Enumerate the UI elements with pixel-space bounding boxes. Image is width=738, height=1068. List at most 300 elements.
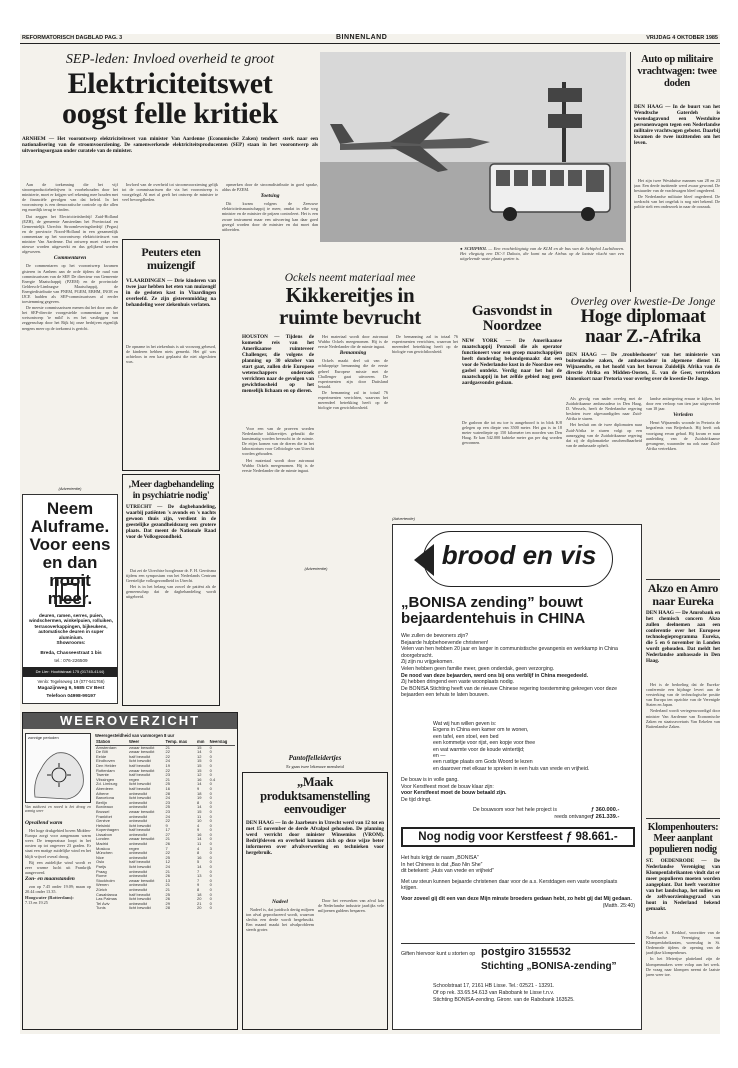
table-cell: 26: [165, 873, 170, 879]
table-cell: 21: [165, 744, 170, 750]
table-cell: 21: [197, 900, 202, 906]
weather-table-header-cell: Station: [95, 740, 128, 745]
table-cell: 0: [209, 900, 212, 906]
table-cell: 12: [197, 753, 202, 759]
bonisa-p9: De bouw is in volle gang.: [401, 777, 459, 783]
weather-text-2: Bij een zuidelijke wind wordt er zeer warme lucht uit Frankrijk aangevoerd.: [25, 859, 91, 875]
table-cell: Brussel: [96, 808, 110, 814]
table-cell: 12: [197, 772, 202, 778]
table-cell: 0: [209, 744, 212, 750]
table-cell: Wenen: [96, 882, 109, 888]
table-row: [95, 906, 235, 911]
photo-caption: [460, 246, 624, 296]
table-cell: 13: [197, 873, 202, 879]
table-cell: 15: [197, 762, 202, 768]
table-cell: 12: [165, 859, 170, 865]
kikker-sub-bemanning: Bemanning: [339, 350, 367, 357]
akzo-headline: Akzo en Amro naar Eureka: [647, 581, 719, 608]
diplomaat-headline-2: naar Z.-Afrika: [585, 326, 701, 347]
bonisa-cost-labels: [473, 807, 593, 820]
main-col3-body: opmerken door de stroomdistributie in goed sprake, aldus de PZEM.: [222, 182, 318, 193]
bonisa-p17: Voor zoveel gij dit een van deze Mijn minste broeders gedaan hebt, zo hebt gij dat Mij gedaan.: [401, 895, 632, 902]
table-cell: 15: [197, 808, 202, 814]
table-cell: Zürich: [96, 887, 108, 892]
psychiatrie-headline: ‚Meer dagbehandeling in psychiatrie nodig': [128, 480, 214, 501]
kikker-body-2: Het materiaal wordt door astronaut Wubbo Ockels meegenomen. Hij is de eerste Nederlander die de ruimte ingaat.: [242, 457, 314, 473]
kikker-lead: HOUSTON — Tijdens de komende reis van het Amerikaanse ruimteveer Challenger, die volgens de planning op 30 oktober van start gaat, zullen drie Europese wetenschappers onderzoek verrichten naar de gevolgen van gewichtloosheid op het menselijk lichaam en op dieren.: [242, 334, 314, 394]
table-cell: onbewolkt: [129, 804, 148, 810]
akzo-body-1: Het is de bedoeling dat de Eureka-conferentie een bijdrage levert aan de versterking van de technologische positie van Europa ten opzichte van de Verenigde Staten en Japan.: [646, 682, 720, 708]
table-cell: half bewolkt: [129, 859, 151, 865]
main-body-5: Invloed van de overheid tot stroomvoorziening gelijk tot de commissarissen die via het voorontwerp is voorgelegd. Al met al geeft het ontwerp de minister te veel bevoegdheden.: [122, 182, 218, 203]
table-cell: licht bewolkt: [129, 905, 151, 911]
table-cell: 0: [209, 813, 212, 819]
table-cell: zwaar bewolkt: [129, 808, 155, 814]
table-cell: licht bewolkt: [129, 795, 151, 801]
table-cell: onbewolkt: [129, 818, 148, 824]
bonisa-address-block: [433, 983, 633, 1004]
psychiatrie-body-2: Het is in het belang van zowel de patiënt als de gemeenschap dat de dagbehandeling wordt uitgebreid.: [126, 584, 216, 600]
header-section: BINNENLAND: [336, 34, 388, 41]
klompen-body: [646, 930, 720, 1030]
table-cell: 14: [197, 804, 202, 810]
bonisa-p16: Met uw steun kunnen bejaarde christenen daar voor de a.s. Kerstdagen een vaste woonplaats krijgen.: [401, 878, 618, 892]
diplomaat-col-1: [566, 396, 642, 486]
weather-table-body: [95, 745, 235, 911]
table-cell: 0: [209, 868, 212, 874]
produkt-body-2: Door het verwerken van afval kan de Nederlandse industrie jaarlijks vele miljoenen guldens besparen.: [318, 898, 384, 914]
table-cell: 28: [165, 790, 170, 796]
bonisa-p2: Bejaarde hulpbehoevende christenen!: [401, 639, 489, 646]
psychiatrie-body-1: Dat zei de Utrechtse hoogleraar dr. F. H. Gerritsma tijdens een symposium van het Nederlands Centrum Geestelijke volksgezondheid in Utrecht.: [126, 568, 216, 584]
table-cell: 22: [165, 850, 170, 856]
table-cell: 20: [197, 905, 202, 911]
alu-address-2: De Lier: Hoofdstraat 175 (01745-4144): [23, 667, 117, 677]
bonisa-address: Schoolstraat 17, 2161 HB Lisse. Tel.: 02521 - 13291.: [433, 983, 555, 989]
weather-title: WEEROVERZICHT: [23, 713, 237, 729]
table-cell: 0: [209, 767, 212, 773]
table-cell: 27: [165, 831, 170, 837]
table-cell: Amsterdam: [96, 744, 117, 750]
table-cell: 24: [165, 795, 170, 801]
bonisa-poem-5: en wat warmte voor de koude wintertijd;: [433, 746, 525, 753]
alu-address-1: Breda, Chasseestraat 1 bis: [40, 651, 102, 656]
kikker-body-4: De bemanning zal in totaal 76 experimenten verrichten, waarvan het merendeel betrekking heeft op de biologie van gewichtloosheid.: [318, 389, 388, 411]
bonisa-p7: Zij hebben dringend een vaste woonplaats nodig.: [401, 679, 515, 686]
main-body-3: De commentaren op het voorontwerp kwamen gisteren in Arnhem aan de orde tijdens de raad van commissarissen van de SEP. De directeur van Gemeente Energie Maatschappij (PZEM) en de provinciale Geldersch-Limburgse Maatschappij, de Energiedistributie van PNEM, PGEM, EBHM, INOE en IJCE hadden als SEP-commissarissen al eerder toestemming gegeven.: [22, 263, 118, 305]
table-cell: 16: [197, 831, 202, 837]
weather-section: [22, 712, 238, 1030]
schiphol-photo: [320, 52, 626, 242]
bonisa-giro: postgiro 3155532: [481, 946, 571, 958]
weather-map-caption: Van zuidwest en noord is het droog en zonnig weer: [25, 805, 91, 814]
main-col-1: [22, 182, 118, 484]
main-col-2: [122, 182, 218, 236]
table-cell: 15: [197, 758, 202, 764]
table-cell: 0: [209, 781, 212, 787]
table-cell: 3: [209, 845, 212, 851]
table-cell: onbewolkt: [129, 850, 148, 856]
ad2-tag: (Advertentie): [304, 566, 328, 571]
table-cell: 0: [209, 905, 212, 911]
table-cell: 14: [197, 781, 202, 787]
table-cell: half bewolkt: [129, 785, 151, 791]
bonisa-p6: De nood van deze bejaarden, werd ons bij ons verblijf in China meegedeeld.: [401, 672, 589, 679]
table-cell: licht bewolkt: [129, 758, 151, 764]
table-cell: 0: [209, 831, 212, 837]
vracht-body: [634, 178, 720, 284]
bonisa-poem: [433, 721, 633, 772]
table-cell: 0: [209, 785, 212, 791]
bonisa-poem-4: een kommetje voor rijst, een kopje voor thee: [433, 740, 536, 747]
alu-address-3: Venlo: Tegelseweg 19 (077-541766): [37, 679, 105, 684]
bonisa-p12: De tijd dringt.: [401, 796, 432, 803]
table-cell: 0.4: [209, 776, 216, 782]
bonisa-cost-label-1: De bouwsom voor het hele project is: [473, 807, 557, 813]
table-cell: 16: [197, 854, 202, 860]
hoogwater-label: Hoogwater (Rotterdam):: [25, 895, 74, 901]
table-cell: 14: [197, 749, 202, 755]
main-lead: ARNHEM — Het voorontwerp elektriciteitswet van minister Van Aardenne (Economische Zaken) tendeert sterk naar een nationalisering van de stroomvoorziening. De samenwerkende elektriciteitsproducenten (SEP) staan in het voorontwerp als uitvoeringsorgaan onder curatele van de minister.: [22, 136, 318, 154]
alu-headline: Neem Aluframe. Voor eens en dan nooit meer.: [29, 499, 111, 608]
main-body-1: Aan de toekenning die het vijf stroomproductiebedrijven is voorbehouden door het ministerie, moet er krijgen wel rekening mee houden met de financiële gevolgen van dat beleid. In het voorontwerp is een democratische controle op die allen erg moeilijk terug te vinden.: [22, 182, 118, 213]
bonisa-p8: De BONISA Stichting heeft van de nieuwe Chinese regering toestemming gekregen voor deze bejaarden een tehuis te laten bouwen.: [401, 685, 617, 699]
table-cell: 0: [209, 818, 212, 824]
akzo-body-2: Nederland wordt vertegenwoordigd door minister Van Aardenne van Economische Zaken en staatssecretaris Van Eekelen van Buitenlandse Zaken.: [646, 708, 720, 729]
bonisa-needed: Nog nodig voor Kerstfeest ƒ 98.661.-: [401, 827, 635, 847]
table-cell: Eindhoven: [96, 758, 115, 764]
table-cell: München: [96, 850, 113, 856]
table-cell: Parijs: [96, 864, 107, 870]
table-cell: 0: [209, 859, 212, 865]
klompen-lead: ST. OEDENRODE — De Nederlandse Vereniging van Klompenfabrikanten vindt dat er meer populieren moeten worden aangeplant. Dat heeft voorzitter van het landschap, het milieu en de zelfvoorzieningsgraad van hout in Nederland bekend gemaakt.: [646, 858, 720, 912]
diplomaat-sub-verleden: Verleden: [673, 412, 693, 419]
table-cell: 20: [197, 896, 202, 902]
table-cell: licht bewolkt: [129, 864, 151, 870]
diplomaat-col3-body2: Henri Wijnaendts woonde in Pretoria de begrafenis van Beijerbach. Hij heeft ook voortgang ervan gehad. Hij kwam er naar aanleiding van de Zuidafrikaanse gevangene, waaronder nu ook naar Zuid-Afrika vertrekken.: [646, 420, 720, 451]
bonisa-bank: Of op rek. 33.65.54.613 van Rabobank te Lisse t.n.v.: [433, 990, 555, 996]
produkt-col-2: [318, 898, 384, 1026]
vracht-divider: [630, 52, 631, 292]
table-cell: Moskou: [96, 845, 111, 851]
table-cell: 0: [209, 877, 212, 883]
table-cell: licht bewolkt: [129, 822, 151, 828]
table-cell: 8: [197, 799, 200, 805]
table-cell: 23: [165, 799, 170, 805]
bonisa-p14: In het Chinees is dat „Bao Nin She”: [401, 861, 483, 868]
table-cell: 21: [165, 882, 170, 888]
table-cell: 7: [197, 877, 200, 883]
table-cell: 8: [197, 887, 200, 892]
table-cell: Frankfort: [96, 813, 113, 819]
weather-table-header-cell: Neerslag: [209, 740, 235, 745]
table-cell: zwaar bewolkt: [129, 836, 155, 842]
peuters-lead: VLAARDINGEN — Drie kinderen van twee jaar hebben het eten van muizengif in de gesloten kast in Vlaardingen overleefd. Ze zijn gisterenmiddag na behandeling weer ziekenhuis verlaten.: [126, 278, 216, 308]
table-cell: 16: [165, 785, 170, 791]
kikker-kicker: Ockels neemt materiaal mee: [284, 272, 416, 284]
photo-caption-tag: ● SCHIPHOL: [460, 246, 487, 251]
table-cell: onbewolkt: [129, 813, 148, 819]
hoogwater-value: 7.13 en 19.25: [25, 900, 48, 906]
gas-lead: NEW YORK — De Amerikaanse maatschappij Pennzoil die als operator functioneert voor een groep maatschappijen heeft donderdag bekendgemaakt dat een voor de Nederlandse kust in de Noordzee een gasbel ontdekt. Verdig naar het hol de maatschappij in het zelfde gebied nog geen aardgasvondst gedaan.: [462, 338, 562, 386]
alu-phone-1: tel.: 076-226509: [54, 658, 88, 663]
table-cell: Madrid: [96, 841, 109, 847]
table-cell: licht bewolkt: [129, 896, 151, 902]
table-cell: 21: [165, 836, 170, 842]
table-cell: 4: [197, 822, 200, 828]
bonisa-p1: Wie zullen de bewoners zijn?: [401, 633, 469, 639]
aluframe-logo-icon: [55, 577, 85, 607]
table-cell: Stockholm: [96, 877, 115, 883]
bonisa-p4: Zij zijn nu vrijgekomen.: [401, 659, 454, 666]
weather-sub-2: Zon- en maanstanden: [25, 875, 75, 882]
table-cell: 0: [209, 799, 212, 805]
table-cell: 22: [165, 767, 170, 773]
table-cell: zwaar bewolkt: [129, 744, 155, 750]
main-kicker: SEP-leden: Invloed overheid te groot: [65, 52, 275, 67]
psychiatrie-lead: UTRECHT — De dagbehandeling, waarbij patiënten 's avonds en 's nachts gewoon thuis zijn, verdient in de geestelijke gezondheidszorg een grotere plaats. Dat meent de Nationale Raad voor de Volksgezondheid.: [126, 504, 216, 540]
table-cell: onbewolkt: [129, 790, 148, 796]
header-date: VRIJDAG 4 OKTOBER 1985: [646, 35, 718, 41]
table-cell: 0: [209, 758, 212, 764]
table-cell: half bewolkt: [129, 762, 151, 768]
bonisa-poem-3: een tafel, een stoel, een bed: [433, 733, 499, 740]
table-cell: Tel Aviv: [96, 900, 110, 906]
bonisa-p10: Voor Kerstfeest moet de bouw klaar zijn:: [401, 783, 494, 790]
main-sub-toetsing: Toetsing: [260, 193, 280, 200]
bonisa-logo-text: brood en vis: [441, 540, 597, 570]
table-cell: 11: [197, 813, 202, 819]
bonisa-poem-1: Wat wij hun willen geven is:: [433, 721, 497, 727]
table-cell: 15: [197, 744, 202, 750]
table-cell: 13: [165, 877, 170, 883]
table-cell: 9: [197, 827, 200, 833]
bonisa-poem-7: een rustige plaats om Gods Woord te lezen: [433, 759, 533, 766]
table-cell: 23: [165, 772, 170, 778]
bonisa-poem-6: en —: [433, 753, 446, 760]
kikker-headline-2: ruimte bevrucht: [279, 305, 421, 329]
produkt-lead: DEN HAAG — In de Jaarbeurs in Utrecht werd van 12 tot en met 15 november de derde Afvalpol gehouden. De planning werd verricht door minister Winsemius (VROM). Bedrijfsleven en overheid kunnen zich op deze wijze beter informeren over afvalverwerking en technieken voor hergebruik.: [246, 820, 384, 856]
vracht-lead: DEN HAAG — In de buurt van het Wendtsche Gaterdeh is woensdagavond een Westduitse personenwagen tegen een Nederlandse militaire vrachtwagen gebotst. Daarbij kwamen de twee inzittenden om het leven.: [634, 104, 720, 146]
peuters-headline: Peuters eten muizengif: [141, 245, 201, 272]
main-body-2: Dat zeggen het Electriciteitsbedrijf Zuid-Holland (EZH), de gemeente Amsterdam het Provinciaal en Gemeentelijk Utrechts Stroomleveringsbedrijf (Pegus) en de provincie Noord-Holland in een gezamenlijk commentaar op het voorontwerp elektriciteitswet van minister Van Aardenne. Dat ontwerp moet vaker een nieuwe worden uitgewerkt en dus gelijkend worden afgewezen.: [22, 213, 118, 255]
vracht-body-1: Het zijn twee Westduitse mannen van 28 en 23 jaar. Een derde inzittende werd zwaar gewond. De bestuurder van de vrachtwagen bleef ongedeerd.: [634, 178, 720, 194]
bonisa-build-block: [401, 777, 635, 803]
table-cell: 21: [165, 868, 170, 874]
table-cell: 16: [197, 776, 202, 782]
bonisa-cost-value-1: ƒ 360.000.-: [591, 807, 620, 813]
table-cell: 28: [165, 905, 170, 911]
table-cell: onbewolkt: [129, 799, 148, 805]
table-cell: onbewolkt: [129, 854, 148, 860]
akzo-lead: DEN HAAG — De Amrobank en het chemisch concern Akzo zullen deelnemen aan een conferentie over het Europese technologieprogramma Eureka, die 5 en 6 november in Londen wordt gehouden. Dat meldt het Nederlandse ambassade in Den Haag.: [646, 610, 720, 664]
klompen-body-2: In het Meierijse platteland zijn de klompenmakers weer volop aan het werk. De vraag naar klompen neemt de laatste jaren weer toe.: [646, 956, 720, 977]
table-cell: 19: [165, 762, 170, 768]
aluframe-ad: [22, 494, 118, 704]
weather-table-header-cell: Weer: [128, 740, 165, 745]
bonisa-logo-fish-icon: [423, 531, 613, 587]
table-cell: zwaar bewolkt: [129, 877, 155, 883]
diplomaat-col-2: [646, 396, 720, 576]
main-sub-commentaren: Commentaren: [53, 255, 87, 262]
table-cell: 18: [197, 790, 202, 796]
main-col3-body2: Dit kwam volgens de Zeeuwse elektriciteitsmaatschappij te meer, omdat in elke weg minister en de minister de prijzen controleert. Het is een zware instrument maar een uitvoering kan daar goed gezegd worden door de minister en dat moet dan uitbreiden.: [222, 201, 318, 232]
pantoffel-kicker: Pantoffelleidertjes: [288, 754, 342, 762]
table-cell: Lissabon: [96, 831, 113, 837]
table-cell: regen: [129, 776, 140, 782]
table-cell: 0: [209, 896, 212, 902]
alu-body: deuren, ramen, serres, puien, windschermen, winkelpuien, rolluiken, terrasoverkappingen, bijkeukens, automatische deuren in super aluminium.: [29, 613, 113, 640]
table-cell: 0: [209, 836, 212, 842]
table-cell: Londen: [96, 836, 110, 842]
table-cell: 22: [165, 753, 170, 759]
table-cell: Kopenhagen: [96, 827, 119, 833]
table-cell: 0: [209, 804, 212, 810]
table-cell: 14: [197, 836, 202, 842]
table-cell: 17: [165, 827, 170, 833]
weather-map-label: zonnige perioden: [28, 735, 59, 740]
table-cell: onbewolkt: [129, 882, 148, 888]
table-cell: 19: [197, 795, 202, 801]
table-cell: Las Palmas: [96, 896, 117, 902]
table-cell: Barcelona: [96, 795, 115, 801]
produkt-headline: „Maak produktsamenstelling eenvoudiger: [260, 775, 370, 816]
table-cell: 25: [165, 804, 170, 810]
table-cell: Zd. Limburg: [96, 781, 118, 787]
table-cell: 11: [197, 841, 202, 847]
weather-table-title: Weersgesteldheid van vanmorgen 8 uur: [95, 733, 175, 738]
table-cell: 26: [165, 841, 170, 847]
airplane-bus-illustration: [320, 52, 626, 242]
table-cell: 24: [165, 813, 170, 819]
bonisa-name-block: [401, 855, 635, 909]
table-cell: Vlissingen: [96, 776, 115, 782]
table-cell: 0: [209, 772, 212, 778]
table-cell: Bordeaux: [96, 804, 114, 810]
weather-sub: Opvallend warm: [25, 820, 63, 826]
table-cell: licht bewolkt: [129, 781, 151, 787]
bonisa-p17-ref: (Matth. 25:40): [602, 902, 635, 909]
bonisa-ad-tag: (Advertentie): [392, 516, 415, 521]
klompen-headline: Klompenhouters: Meer aanplant populieren nodig: [647, 822, 719, 855]
table-cell: 4: [197, 845, 200, 851]
bonisa-p13: Het huis krijgt de naam „BONISA”: [401, 855, 479, 861]
table-cell: 29: [165, 900, 170, 906]
table-cell: 0: [209, 753, 212, 759]
bonisa-cost-label-2: reeds ontvangen: [554, 813, 593, 820]
bonisa-cost-value-2: ƒ 261.339.-: [591, 813, 620, 820]
table-cell: 0: [209, 808, 212, 814]
klompen-rule: [646, 818, 720, 819]
table-cell: 0: [209, 882, 212, 888]
table-cell: 24: [165, 758, 170, 764]
weather-table: [95, 740, 235, 911]
diplomaat-col3: landse antiregering ernaar te kijken, het door een verloop van tien jaar uitgevoerde van 18 jaar.: [646, 396, 720, 412]
akzo-rule: [646, 579, 720, 580]
alu-phone-2: Telefoon 04998-99197: [46, 694, 96, 699]
weather-text-3: zon op 7.45 onder 19.09; maan op 20.44 onder 13.35.: [25, 884, 91, 895]
table-cell: onbewolkt: [129, 900, 148, 906]
weather-map: [25, 733, 91, 803]
main-body-4: De meeste commissarissen menen dat het door ons die het SEP-directie voorgestelde commentaar op het wetsontwerp 'te mild' is en het vastleggen van zeggenschap door het Rijk bij onze bedrijven eigenlijk nergens meer op de toekomst is gericht.: [22, 305, 118, 331]
table-cell: 0: [209, 762, 212, 768]
table-cell: 26: [165, 896, 170, 902]
table-cell: 0: [209, 891, 212, 897]
table-cell: 8: [197, 850, 200, 856]
table-cell: Rome: [96, 873, 107, 879]
main-headline-2: oogst felle kritiek: [62, 97, 278, 130]
table-cell: 25: [165, 781, 170, 787]
table-cell: 22: [165, 749, 170, 755]
table-cell: 9: [197, 882, 200, 888]
diplomaat-headline-1: Hoge diplomaat: [580, 306, 706, 327]
table-cell: Tunis: [96, 905, 106, 911]
kikker-headline-1: Kikkereitjes in: [285, 283, 415, 307]
table-cell: Aberdeen: [96, 785, 114, 791]
kikker-col-1: [242, 426, 314, 566]
table-cell: zwaar bewolkt: [129, 749, 155, 755]
kikker-body-3: Ockels maakt deel uit van de achtkoppige bemanning die de eerste geheel Europese missie met de Challenger gaat uitvoeren. De experimenten zijn door Duitsland betaald.: [318, 358, 388, 389]
diplomaat-kicker: Overleg over kwestie-De Jonge: [570, 296, 716, 308]
table-cell: half bewolkt: [129, 891, 151, 897]
klompen-body-1: Dat zei A. Kerkhof, voorzitter van de Nederlandse Vereniging van Klompenfabrikanten, woensdag in St. Oedenrode tijdens de opening van de jaarlijkse klompenbeurs.: [646, 930, 720, 956]
table-cell: Helsinki: [96, 822, 111, 828]
table-cell: regen: [129, 845, 140, 851]
kikker-col-2: [318, 334, 388, 564]
table-cell: onbewolkt: [129, 887, 148, 892]
table-cell: 0: [209, 873, 212, 879]
table-cell: 9: [197, 785, 200, 791]
table-cell: 25: [165, 854, 170, 860]
bonisa-bank-2: Stichting BONISA-zending. Gironr. van de Rabobank 163525.: [433, 997, 575, 1003]
akzo-body: [646, 682, 720, 816]
table-cell: onbewolkt: [129, 868, 148, 874]
table-cell: 0: [209, 827, 212, 833]
table-cell: Oslo: [96, 859, 105, 865]
table-cell: 0: [209, 790, 212, 796]
table-cell: De Bilt: [96, 749, 108, 755]
bonisa-stichting: Stichting „BONISA-zending”: [481, 961, 617, 972]
table-cell: Genève: [96, 818, 111, 824]
bonisa-ad: [392, 524, 642, 1030]
table-cell: onbewolkt: [129, 831, 148, 837]
table-cell: 21: [165, 776, 170, 782]
table-cell: Den Helder: [96, 762, 117, 768]
produkt-body-1: Nadeel is, dat juridisch dertig miljoen ton afval geproduceerd wordt, waarvan slechts een derde wordt hergebruikt. Een maand maakt het afvalprobleem steeds groter.: [246, 907, 314, 933]
table-cell: 0: [209, 822, 212, 828]
kikker-body-4b: De bemanning zal in totaal 76 experimenten verrichten, waarvan het merendeel betrekking heeft op de biologie van gewichtloosheid.: [392, 334, 458, 355]
kikker-col-3: [392, 334, 458, 514]
table-cell: Athene: [96, 790, 109, 796]
weather-sun-map-icon: [27, 741, 91, 803]
table-cell: half bewolkt: [129, 772, 151, 778]
table-cell: Casablanca: [96, 891, 118, 897]
kikker-body-1: Voor een van de proeven worden Nederlandse kikkereitjes gebruikt die kunstmatig worden bevrucht in de ruimte. De eitjes komen van de dieren die in het laboratorium voor Celbiologie van Utrecht worden gehouden.: [242, 426, 314, 457]
table-cell: 0: [209, 850, 212, 856]
gas-headline: Gasvondst in Noordzee: [471, 303, 553, 334]
page-header: [20, 34, 720, 44]
table-cell: 14: [197, 864, 202, 870]
kikker-body-2b: Het materiaal wordt door astronaut Wubbo Ockels meegenomen. Hij is de eerste Nederlander die de ruimte ingaat.: [318, 334, 388, 350]
bonisa-headline: „BONISA zending” bouwt bejaardentehuis in CHINA: [401, 594, 586, 627]
table-cell: 0: [209, 749, 212, 755]
table-cell: 0: [209, 864, 212, 870]
table-cell: Praag: [96, 868, 107, 874]
bonisa-p3: Velen van hen hebben 20 jaar en langer in communistische gevangenis en werkkamp in China doorgebracht.: [401, 646, 618, 659]
diplomaat-lead: DEN HAAG — De ‚troubleshooter' van het ministerie van buitenlandse zaken, de ambassadeur in algemene dienst H. Wijnaendts, en het hoofd van het bureau Zuidelijk Afrika van de directie Afrika en Midden-Oosten, E. van de Geer, vertrekken binnenkort naar Pretoria voor overleg over de kwestie-De Jonge.: [566, 352, 720, 382]
main-headline-1: Elektriciteitswet: [67, 67, 273, 100]
weather-text: [25, 819, 91, 1027]
